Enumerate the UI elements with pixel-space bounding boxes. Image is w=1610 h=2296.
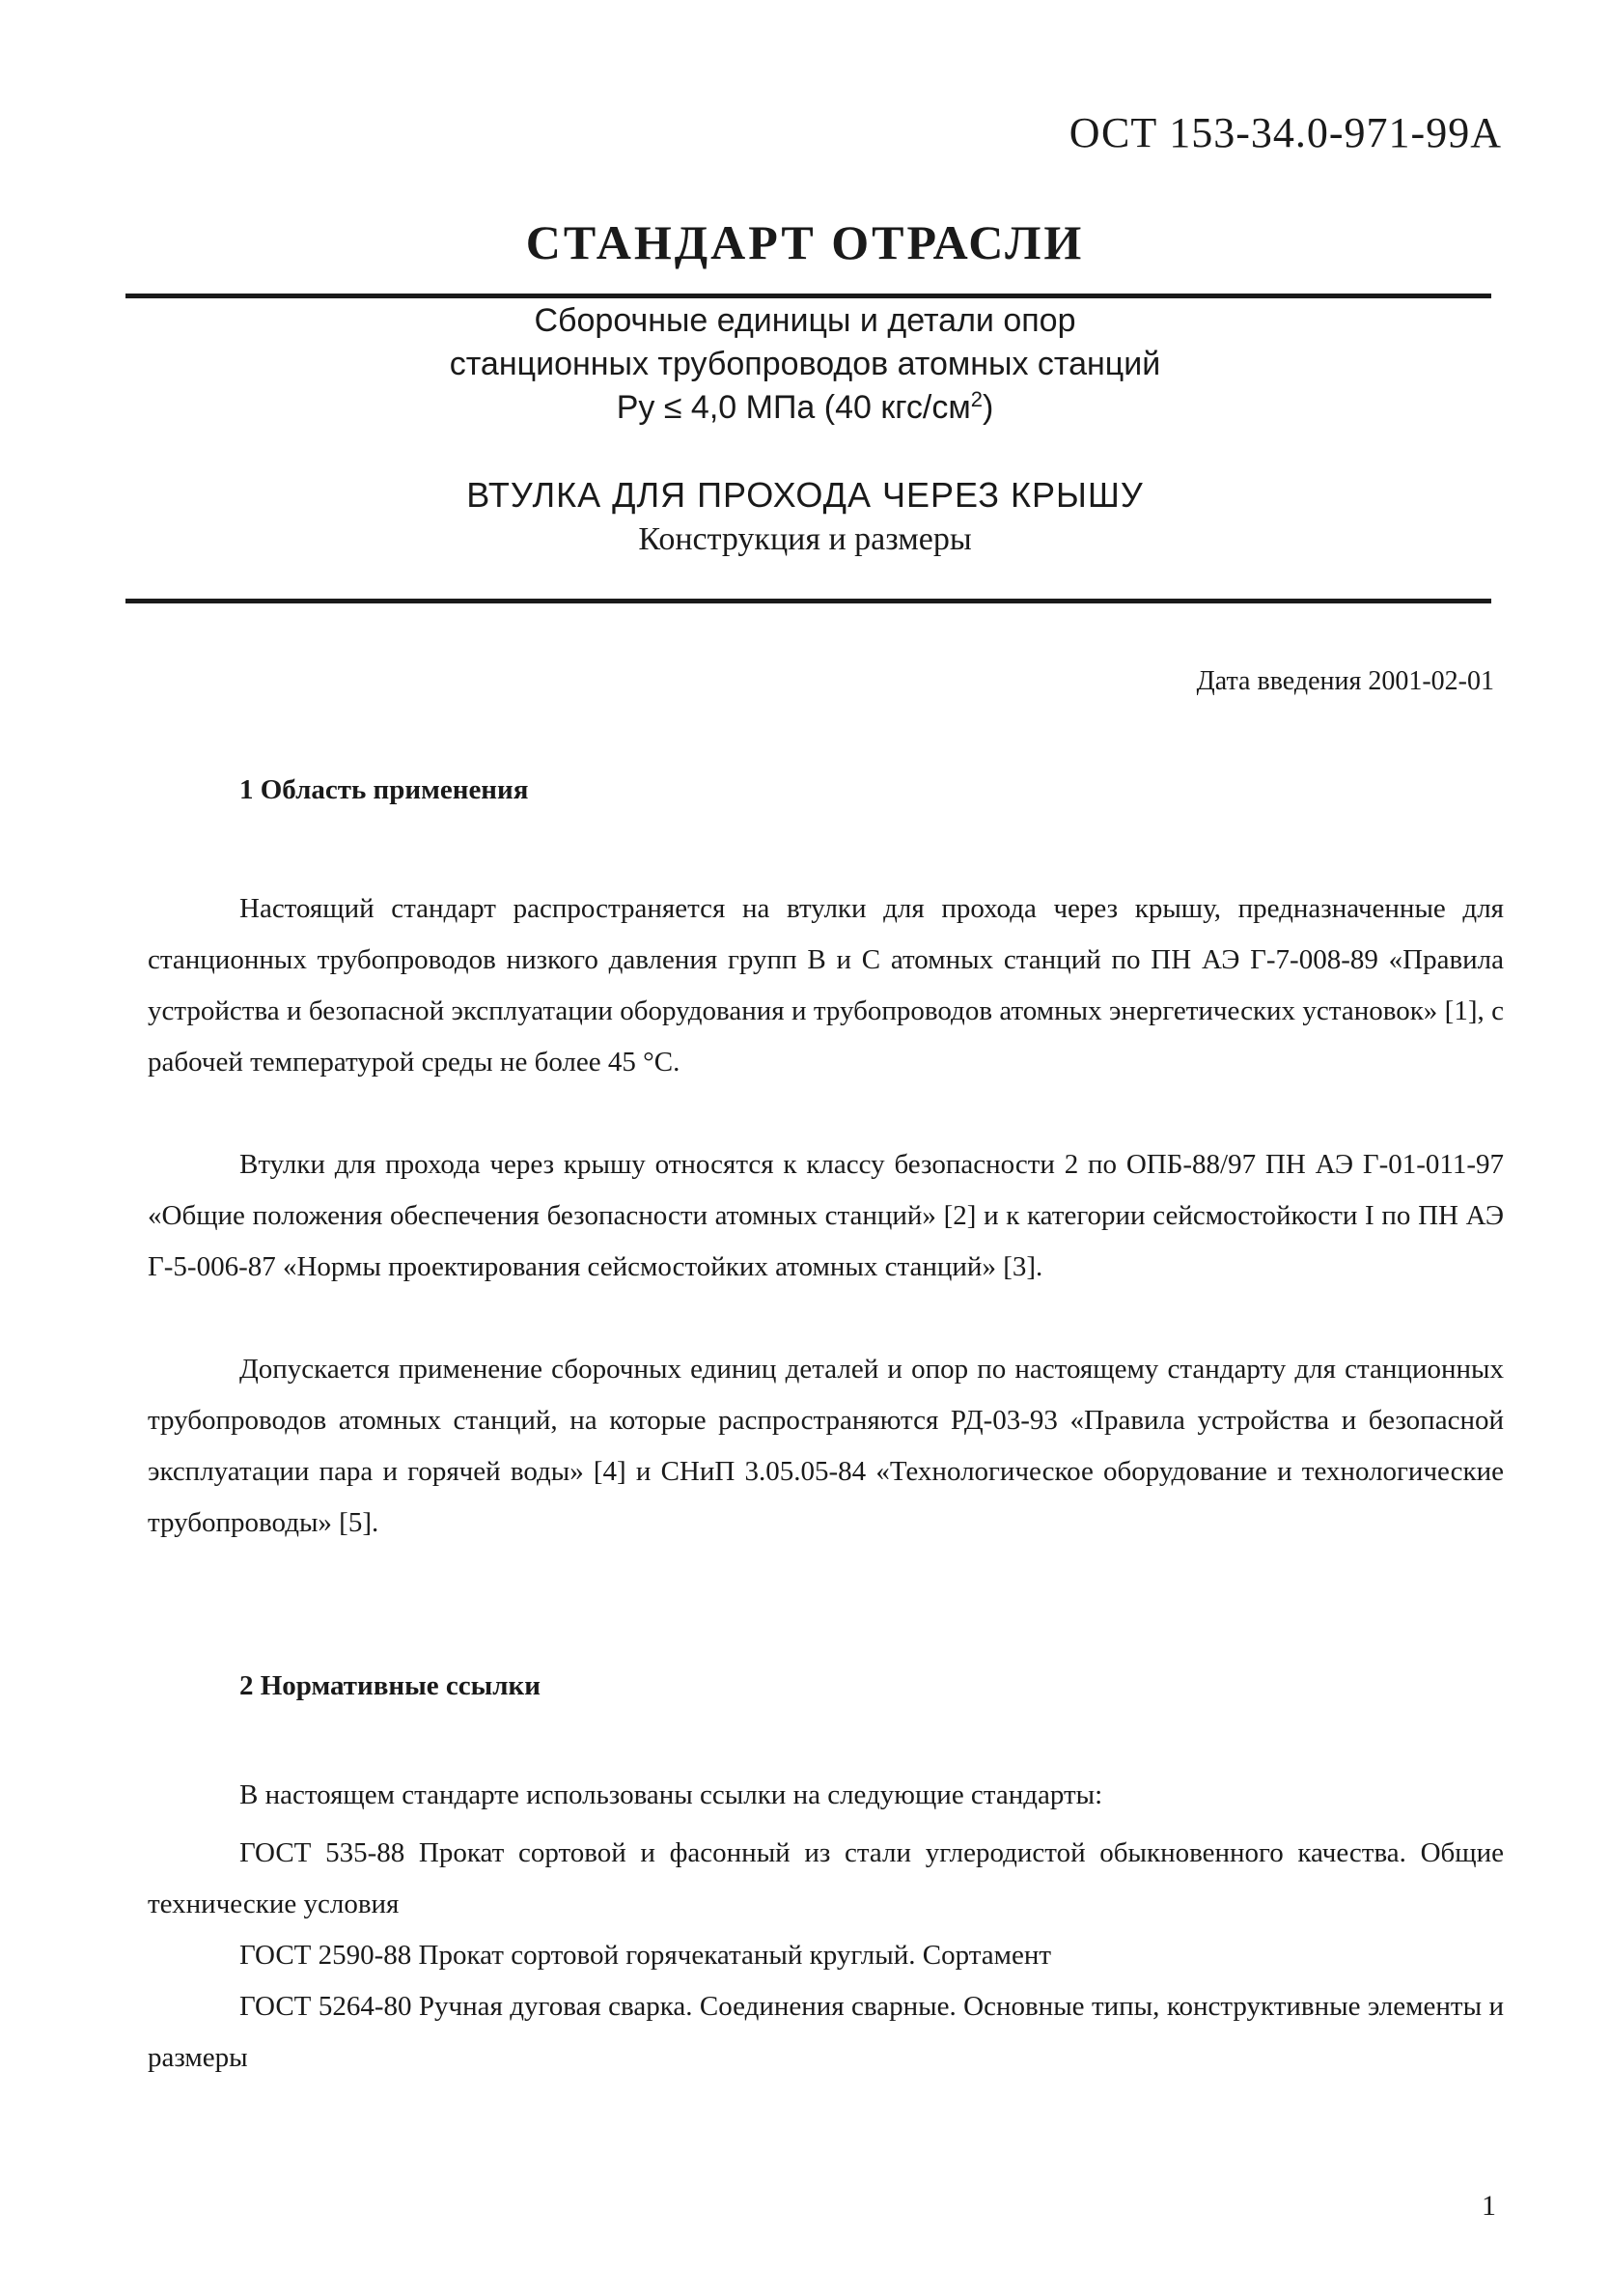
pressure-suffix: ) — [982, 389, 994, 426]
section-1-paragraph: Втулки для прохода через крышу относятся к классу безопасности 2 по ОПБ-88/97 ПН АЭ Г-01-011-97 «Общие положения обеспечения безопасности атомных станций» [2] и к категории сейсмостойкости I по ПН АЭ Г-5-006-87 «Нормы проектирования сейсмостойких атомных станций» [3]. — [148, 1149, 1504, 1282]
reference-item: ГОСТ 5264-80 Ручная дуговая сварка. Соединения сварные. Основные типы, конструктивные элементы и размеры — [148, 1991, 1504, 2073]
pressure-prefix: Ру ≤ 4,0 МПа (40 кгс/см — [616, 389, 971, 426]
page-number: 1 — [1482, 2190, 1496, 2222]
reference-item: ГОСТ 2590-88 Прокат сортовой горячекатаный круглый. Сортамент — [239, 1940, 1052, 1971]
standard-designation: ОСТ 153-34.0-971-99А — [1069, 109, 1502, 156]
pressure-superscript: 2 — [970, 387, 983, 411]
reference-list — [148, 1828, 1504, 2084]
top-rule — [125, 294, 1491, 298]
bottom-rule — [125, 599, 1491, 603]
product-title: ВТУЛКА ДЛЯ ПРОХОДА ЧЕРЕЗ КРЫШУ — [466, 475, 1144, 515]
section-2-heading: 2 Нормативные ссылки — [239, 1670, 541, 1701]
section-1-paragraph: Допускается применение сборочных единиц деталей и опор по настоящему стандарту для станционных трубопроводов атомных станций, на которые распространяются РД-03-93 «Правила устройства и безопасной эксплуатации пара и горячей воды» [4] и СНиП 3.05.05-84 «Технологическое оборудование и технологические трубопроводы» [5]. — [148, 1354, 1504, 1538]
subtitle-line-2: станционных трубопроводов атомных станций — [449, 346, 1161, 382]
standard-title: СТАНДАРТ ОТРАСЛИ — [525, 215, 1085, 269]
references-intro: В настоящем стандарте использованы ссылки на следующие стандарты: — [239, 1779, 1103, 1810]
section-1-paragraph: Настоящий стандарт распространяется на втулки для прохода через крышу, предназначенные для станционных трубопроводов низкого давления групп В и С атомных станций по ПН АЭ Г-7-008-89 «Правила устройства и безопасной эксплуатации оборудования и трубопроводов атомных энергетических установок» [1], с рабочей температурой среды не более 45 °С. — [148, 893, 1504, 1078]
subtitle-block — [0, 299, 1610, 430]
product-subtitle: Конструкция и размеры — [638, 521, 972, 557]
reference-item: ГОСТ 535-88 Прокат сортовой и фасонный из стали углеродистой обыкновенного качества. Общие технические условия — [148, 1837, 1504, 1919]
subtitle-line-1: Сборочные единицы и детали опор — [534, 302, 1076, 339]
pressure-rating — [0, 386, 1610, 430]
introduction-date: Дата введения 2001-02-01 — [1196, 666, 1494, 696]
section-1-heading: 1 Область применения — [239, 774, 529, 805]
